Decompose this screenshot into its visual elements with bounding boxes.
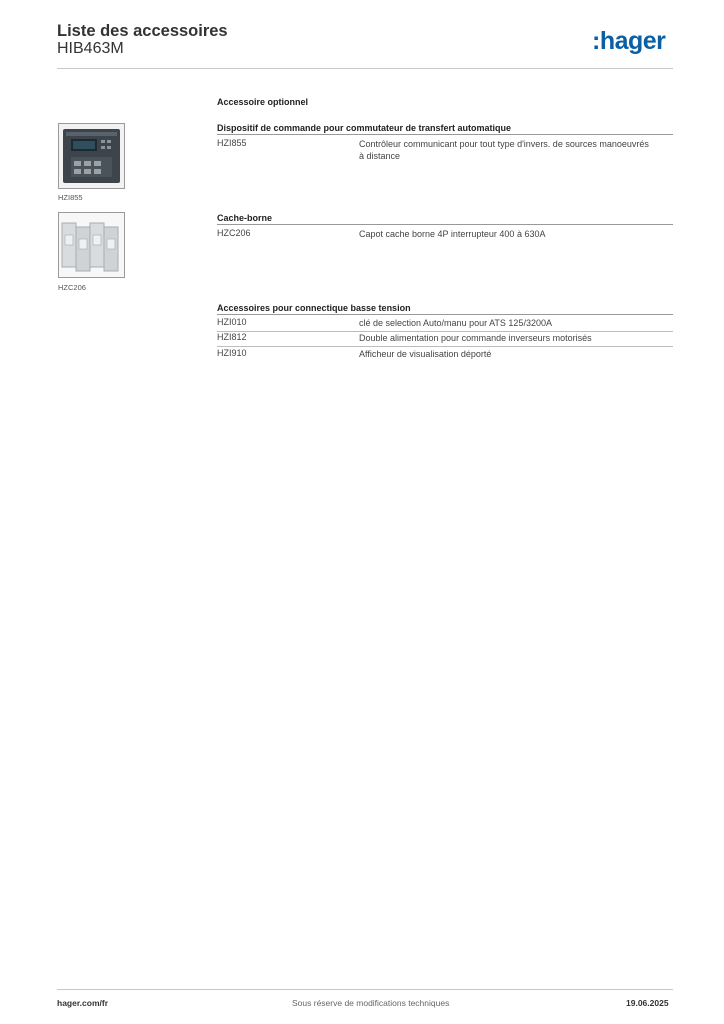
row-description: Double alimentation pour commande inverseurs motorisés — [359, 333, 592, 343]
terminal-cover-image-caption: HZC206 — [58, 283, 86, 292]
footer-notice: Sous réserve de modifications techniques — [292, 998, 450, 1008]
controller-image-caption: HZI855 — [58, 193, 83, 202]
terminal-cover-product-image — [58, 212, 125, 278]
page-title: Liste des accessoires — [57, 22, 228, 40]
row-reference: HZC206 — [217, 228, 251, 238]
row-description: Contrôleur communicant pour tout type d'invers. de sources manoeuvrés à distance — [359, 139, 649, 161]
table-row — [217, 138, 673, 164]
controller-illustration — [59, 124, 124, 188]
footer-date: 19.06.2025 — [626, 998, 669, 1008]
group-title-cache-borne: Cache-borne — [217, 213, 673, 225]
group-title-commande: Dispositif de commande pour commutateur de transfert automatique — [217, 123, 673, 135]
row-description: Capot cache borne 4P interrupteur 400 à 630A — [359, 229, 546, 239]
footer-website: hager.com/fr — [57, 998, 109, 1008]
product-reference: HIB463M — [57, 40, 124, 57]
table-row — [217, 332, 673, 347]
row-reference: HZI812 — [217, 332, 247, 342]
row-reference: HZI910 — [217, 348, 247, 358]
footer-divider — [57, 989, 673, 990]
section-heading: Accessoire optionnel — [217, 97, 309, 107]
row-reference: HZI010 — [217, 317, 247, 327]
table-row — [217, 348, 673, 362]
row-description: clé de selection Auto/manu pour ATS 125/3200A — [359, 318, 552, 328]
table-row — [217, 228, 673, 242]
row-description: Afficheur de visualisation déporté — [359, 349, 492, 359]
row-reference: HZI855 — [217, 138, 247, 148]
terminal-cover-illustration — [59, 213, 124, 277]
table-row — [217, 317, 673, 332]
group-title-connectique: Accessoires pour connectique basse tension — [217, 303, 673, 315]
hager-logo: :hager — [592, 27, 666, 55]
controller-product-image — [58, 123, 125, 189]
header-divider — [57, 68, 673, 69]
